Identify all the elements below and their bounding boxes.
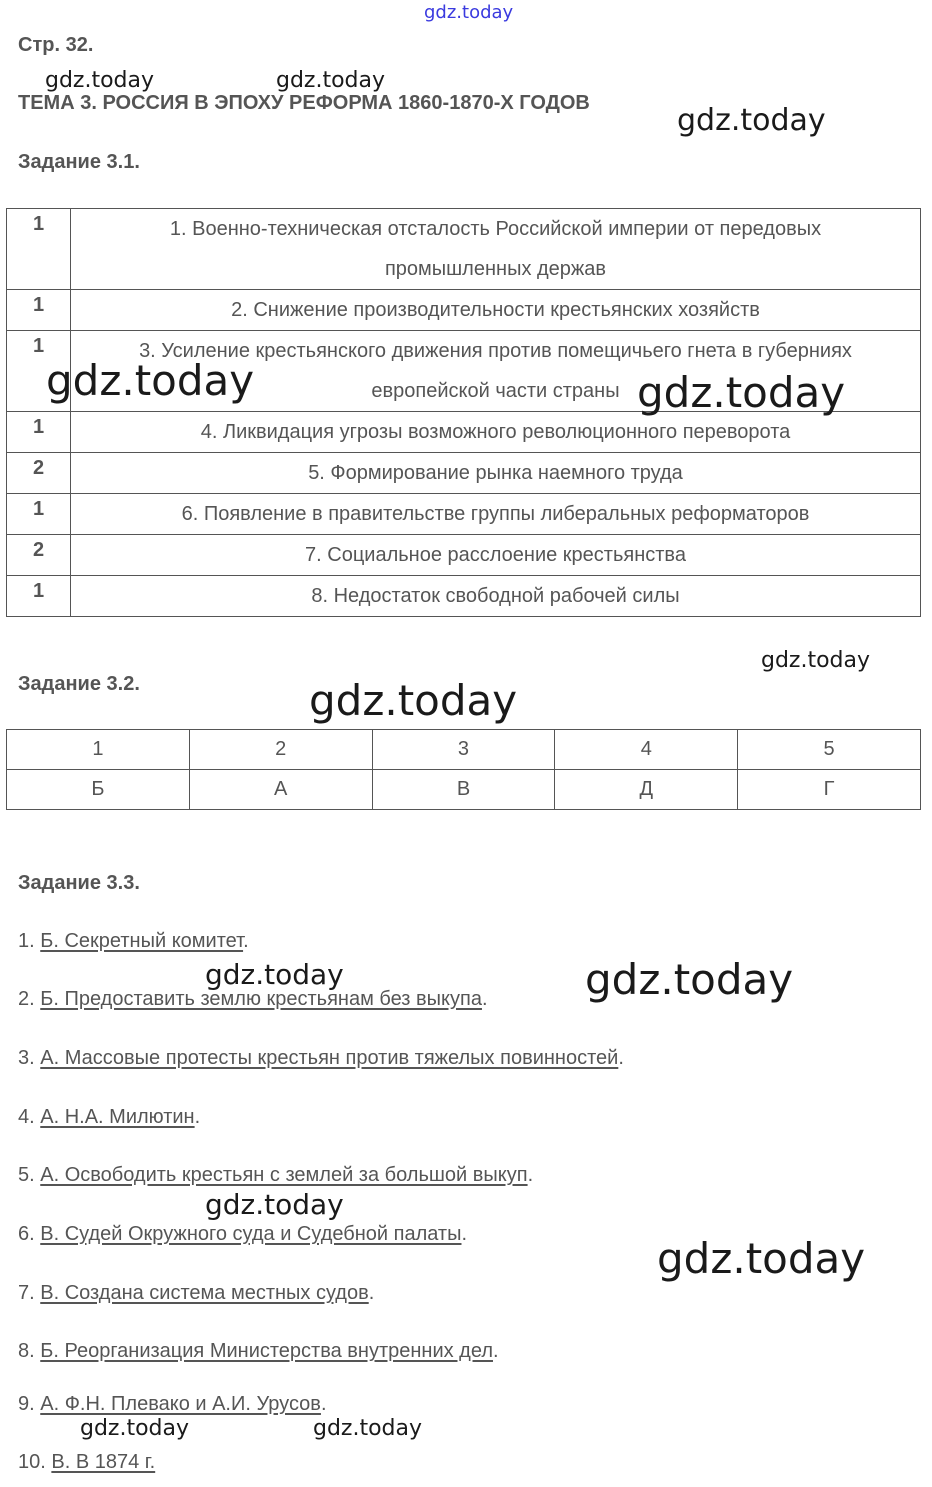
answer-item: 4. А. Н.А. Милютин. <box>18 1106 201 1128</box>
cause-cell: 7. Социальное расслоение крестьянства <box>71 535 921 576</box>
header-cell: 2 <box>189 730 372 770</box>
score-cell: 1 <box>7 412 71 453</box>
cause-cell: 3. Усиление крестьянского движения против помещичьего гнета в губерниях европейской части страны <box>71 331 921 412</box>
score-cell: 1 <box>7 290 71 331</box>
table-row <box>7 209 921 290</box>
score-cell: 1 <box>7 331 71 412</box>
header-cell: 3 <box>372 730 555 770</box>
value-cell: Б <box>7 770 190 810</box>
watermark: gdz.today <box>424 2 514 23</box>
watermark: gdz.today <box>585 955 794 1004</box>
score-cell: 2 <box>7 453 71 494</box>
table-row <box>7 412 921 453</box>
watermark: gdz.today <box>276 68 386 93</box>
answer-item: 3. А. Массовые протесты крестьян против тяжелых повинностей. <box>18 1047 624 1069</box>
task-3-2-table <box>6 729 921 810</box>
table-row <box>7 576 921 617</box>
answer-item: 6. В. Судей Окружного суда и Судебной палаты. <box>18 1223 468 1245</box>
watermark: gdz.today <box>45 68 155 93</box>
page-reference: Стр. 32. <box>18 34 94 56</box>
score-cell: 1 <box>7 494 71 535</box>
cause-cell: 6. Появление в правительстве группы либеральных реформаторов <box>71 494 921 535</box>
value-cell: А <box>189 770 372 810</box>
answer-item: 1. Б. Секретный комитет. <box>18 930 249 952</box>
watermark: gdz.today <box>657 1234 866 1283</box>
task-3-1-title: Задание 3.1. <box>18 151 140 173</box>
cause-cell: 5. Формирование рынка наемного труда <box>71 453 921 494</box>
answer-item: 10. В. В 1874 г. <box>18 1451 156 1473</box>
value-cell: Д <box>555 770 738 810</box>
watermark: gdz.today <box>205 958 344 991</box>
header-cell: 4 <box>555 730 738 770</box>
table-row <box>7 290 921 331</box>
topic-title: ТЕМА 3. РОССИЯ В ЭПОХУ РЕФОРМА 1860-1870-Х ГОДОВ <box>18 92 590 114</box>
task-3-3-title: Задание 3.3. <box>18 872 140 894</box>
table-row <box>7 494 921 535</box>
table-row <box>7 453 921 494</box>
score-cell: 2 <box>7 535 71 576</box>
table-header-row <box>7 730 921 770</box>
cause-cell: 2. Снижение производительности крестьянских хозяйств <box>71 290 921 331</box>
task-3-2-title: Задание 3.2. <box>18 673 140 695</box>
answer-item: 9. А. Ф.Н. Плевако и А.И. Урусов. <box>18 1393 327 1415</box>
watermark: gdz.today <box>46 356 255 405</box>
value-cell: Г <box>738 770 921 810</box>
watermark: gdz.today <box>761 648 871 673</box>
answer-item: 5. А. Освободить крестьян с землей за большой выкуп. <box>18 1164 534 1186</box>
cause-cell: 8. Недостаток свободной рабочей силы <box>71 576 921 617</box>
watermark: gdz.today <box>80 1416 190 1441</box>
score-cell: 1 <box>7 209 71 290</box>
value-cell: В <box>372 770 555 810</box>
header-cell: 1 <box>7 730 190 770</box>
header-cell: 5 <box>738 730 921 770</box>
answer-item: 7. В. Создана система местных судов. <box>18 1282 375 1304</box>
answer-item: 8. Б. Реорганизация Министерства внутренних дел. <box>18 1340 499 1362</box>
watermark: gdz.today <box>677 103 826 138</box>
watermark: gdz.today <box>205 1188 344 1221</box>
table-row <box>7 770 921 810</box>
cause-cell: 4. Ликвидация угрозы возможного революционного переворота <box>71 412 921 453</box>
score-cell: 1 <box>7 576 71 617</box>
table-row <box>7 535 921 576</box>
watermark: gdz.today <box>637 368 846 417</box>
watermark: gdz.today <box>313 1416 423 1441</box>
cause-cell: 1. Военно-техническая отсталость Российской империи от передовых промышленных держав <box>71 209 921 290</box>
answer-item: 2. Б. Предоставить землю крестьянам без выкупа. <box>18 988 488 1010</box>
watermark: gdz.today <box>309 676 518 725</box>
